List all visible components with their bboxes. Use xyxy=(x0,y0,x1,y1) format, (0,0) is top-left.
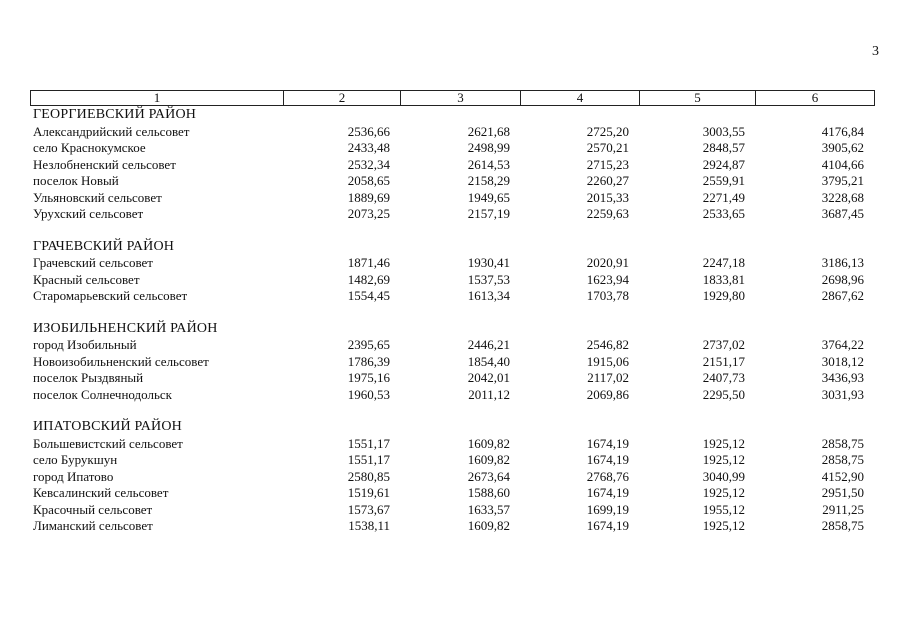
column-header-row xyxy=(31,91,875,106)
district-heading: ИПАТОВСКИЙ РАЙОН xyxy=(33,419,182,434)
value-cell-col-2: 1551,17 xyxy=(347,435,390,451)
value-cell-col-6: 2698,96 xyxy=(821,271,865,287)
value-cell-col-4: 1915,06 xyxy=(586,353,629,369)
table-row xyxy=(30,354,874,371)
settlement-name: Красный сельсовет xyxy=(33,271,140,287)
settlement-name: село Краснокумское xyxy=(33,140,146,155)
value-cell-col-5: 3040,99 xyxy=(702,468,745,484)
value-cell-col-3: 2158,29 xyxy=(467,173,510,188)
table-row xyxy=(30,337,874,354)
value-cell-col-4: 2725,20 xyxy=(586,123,629,139)
table-row xyxy=(30,272,874,289)
value-cell-col-3: 1949,65 xyxy=(467,189,510,205)
table-row xyxy=(30,157,874,174)
value-cell-col-6: 3228,68 xyxy=(821,189,865,205)
column-header-6: 6 xyxy=(756,91,875,106)
group-spacer xyxy=(30,305,874,321)
settlement-name: Лиманский сельсовет xyxy=(33,518,153,533)
table-row xyxy=(30,255,874,272)
table-row xyxy=(30,206,874,223)
value-cell-col-4: 1674,19 xyxy=(586,518,629,533)
value-cell-col-3: 2446,21 xyxy=(467,337,510,352)
value-cell-col-5: 1925,12 xyxy=(702,435,745,451)
value-cell-col-4: 2260,27 xyxy=(586,173,629,188)
value-cell-col-3: 2498,99 xyxy=(467,140,510,155)
value-cell-col-5: 2848,57 xyxy=(702,140,745,155)
value-cell-col-4: 2768,76 xyxy=(586,468,629,484)
value-cell-col-2: 1551,17 xyxy=(347,452,390,467)
value-cell-col-2: 1554,45 xyxy=(347,288,390,303)
value-cell-col-4: 2259,63 xyxy=(586,206,629,221)
value-cell-col-3: 1609,82 xyxy=(467,435,510,451)
value-cell-col-6: 3905,62 xyxy=(821,140,865,155)
value-cell-col-4: 2715,23 xyxy=(586,156,629,172)
column-header-3: 3 xyxy=(401,91,521,106)
district-heading-row xyxy=(30,239,874,256)
value-cell-col-6: 4152,90 xyxy=(821,468,865,484)
table-row xyxy=(30,124,874,141)
value-cell-col-2: 2073,25 xyxy=(347,206,390,221)
table-row xyxy=(30,190,874,207)
value-cell-col-4: 1674,19 xyxy=(586,485,629,500)
value-cell-col-3: 1854,40 xyxy=(467,353,510,369)
settlement-name: Новоизобильненский сельсовет xyxy=(33,353,209,369)
value-cell-col-5: 1929,80 xyxy=(702,288,745,303)
value-cell-col-4: 2570,21 xyxy=(586,140,629,155)
value-cell-col-6: 3031,93 xyxy=(821,386,865,402)
value-cell-col-4: 1674,19 xyxy=(586,452,629,467)
value-cell-col-5: 1925,12 xyxy=(702,518,745,533)
settlement-name: село Бурукшун xyxy=(33,452,118,467)
value-cell-col-2: 2395,65 xyxy=(347,337,390,352)
value-cell-col-6: 3764,22 xyxy=(821,337,865,352)
value-cell-col-5: 2247,18 xyxy=(702,255,745,270)
value-cell-col-2: 1871,46 xyxy=(347,255,390,270)
value-cell-col-3: 1613,34 xyxy=(467,288,510,303)
value-cell-col-6: 3186,13 xyxy=(821,255,865,270)
table-row xyxy=(30,452,874,469)
value-cell-col-3: 2621,68 xyxy=(467,123,510,139)
table-row xyxy=(30,173,874,190)
value-cell-col-6: 2858,75 xyxy=(821,435,865,451)
value-cell-col-2: 1975,16 xyxy=(347,370,390,385)
district-heading: ГЕОРГИЕВСКИЙ РАЙОН xyxy=(33,107,197,122)
value-cell-col-6: 3795,21 xyxy=(821,173,865,188)
tariff-table-body xyxy=(30,107,874,535)
district-heading: ИЗОБИЛЬНЕНСКИЙ РАЙОН xyxy=(33,320,218,336)
table-row xyxy=(30,485,874,502)
value-cell-col-2: 1960,53 xyxy=(347,386,390,402)
value-cell-col-5: 1925,12 xyxy=(702,452,745,467)
value-cell-col-5: 3003,55 xyxy=(702,123,745,139)
value-cell-col-3: 1588,60 xyxy=(467,485,510,500)
value-cell-col-4: 1703,78 xyxy=(586,288,629,303)
value-cell-col-3: 1930,41 xyxy=(467,255,510,270)
value-cell-col-2: 1538,11 xyxy=(348,518,390,533)
value-cell-col-5: 2737,02 xyxy=(702,337,745,352)
value-cell-col-6: 3018,12 xyxy=(821,353,865,369)
value-cell-col-4: 2020,91 xyxy=(586,255,629,270)
district-heading-row xyxy=(30,419,874,436)
value-cell-col-4: 2069,86 xyxy=(586,386,629,402)
page-number: 3 xyxy=(872,44,879,59)
value-cell-col-6: 2951,50 xyxy=(821,485,865,500)
group-spacer xyxy=(30,223,874,239)
value-cell-col-2: 2058,65 xyxy=(347,173,390,188)
value-cell-col-2: 1573,67 xyxy=(347,501,390,517)
value-cell-col-3: 1609,82 xyxy=(467,452,510,467)
value-cell-col-4: 2546,82 xyxy=(586,337,629,352)
column-header-2: 2 xyxy=(284,91,401,106)
value-cell-col-2: 1889,69 xyxy=(347,189,390,205)
column-header-4: 4 xyxy=(521,91,640,106)
value-cell-col-5: 2533,65 xyxy=(702,206,745,221)
value-cell-col-4: 2015,33 xyxy=(586,189,629,205)
value-cell-col-6: 3687,45 xyxy=(821,206,865,221)
value-cell-col-5: 1833,81 xyxy=(702,271,745,287)
value-cell-col-6: 4176,84 xyxy=(821,123,865,139)
value-cell-col-4: 2117,02 xyxy=(587,370,629,385)
district-heading: ГРАЧЕВСКИЙ РАЙОН xyxy=(33,238,175,254)
value-cell-col-5: 2271,49 xyxy=(702,189,745,205)
settlement-name: Александрийский сельсовет xyxy=(33,123,190,139)
value-cell-col-5: 1955,12 xyxy=(702,501,745,517)
settlement-name: город Ипатово xyxy=(33,468,114,484)
value-cell-col-3: 2673,64 xyxy=(467,468,510,484)
table-row xyxy=(30,140,874,157)
value-cell-col-2: 2536,66 xyxy=(347,123,390,139)
value-cell-col-5: 1925,12 xyxy=(702,485,745,500)
settlement-name: Большевистский сельсовет xyxy=(33,435,183,451)
value-cell-col-2: 2532,34 xyxy=(347,156,390,172)
settlement-name: Старомарьевский сельсовет xyxy=(33,288,188,303)
settlement-name: поселок Новый xyxy=(33,173,119,188)
value-cell-col-5: 2151,17 xyxy=(702,353,745,369)
value-cell-col-4: 1623,94 xyxy=(586,271,629,287)
table-row xyxy=(30,518,874,535)
value-cell-col-6: 3436,93 xyxy=(821,370,865,385)
spacer-cell xyxy=(30,305,874,321)
table-row xyxy=(30,387,874,404)
value-cell-col-4: 1699,19 xyxy=(586,501,629,517)
settlement-name: Незлобненский сельсовет xyxy=(33,156,176,172)
table-row xyxy=(30,436,874,453)
settlement-name: поселок Солнечнодольск xyxy=(33,386,172,402)
value-cell-col-6: 2867,62 xyxy=(821,288,865,303)
value-cell-col-4: 1674,19 xyxy=(586,435,629,451)
value-cell-col-3: 2042,01 xyxy=(467,370,510,385)
table-row xyxy=(30,469,874,486)
table-row xyxy=(30,370,874,387)
value-cell-col-2: 1482,69 xyxy=(347,271,390,287)
column-header-table xyxy=(30,90,875,106)
column-header-1: 1 xyxy=(31,91,284,106)
spacer-cell xyxy=(30,223,874,239)
value-cell-col-3: 1609,82 xyxy=(467,518,510,533)
value-cell-col-6: 2911,25 xyxy=(822,501,865,517)
column-header-5: 5 xyxy=(640,91,756,106)
settlement-name: Кевсалинский сельсовет xyxy=(33,485,169,500)
value-cell-col-5: 2407,73 xyxy=(702,370,745,385)
value-cell-col-2: 1519,61 xyxy=(347,485,390,500)
value-cell-col-5: 2295,50 xyxy=(702,386,745,402)
settlement-name: Грачевский сельсовет xyxy=(33,255,153,270)
value-cell-col-3: 2157,19 xyxy=(467,206,510,221)
value-cell-col-3: 1537,53 xyxy=(467,271,510,287)
value-cell-col-3: 2011,12 xyxy=(468,386,510,402)
settlement-name: город Изобильный xyxy=(33,337,137,352)
settlement-name: Красочный сельсовет xyxy=(33,501,153,517)
settlement-name: Урухский сельсовет xyxy=(33,206,144,221)
value-cell-col-2: 1786,39 xyxy=(347,353,390,369)
value-cell-col-3: 1633,57 xyxy=(467,501,510,517)
value-cell-col-2: 2580,85 xyxy=(347,468,390,484)
value-cell-col-6: 2858,75 xyxy=(821,518,865,533)
spacer-cell xyxy=(30,403,874,419)
settlement-name: поселок Рыздвяный xyxy=(33,370,144,385)
district-heading-row xyxy=(30,107,874,124)
table-row xyxy=(30,288,874,305)
group-spacer xyxy=(30,403,874,419)
district-heading-row xyxy=(30,321,874,338)
value-cell-col-2: 2433,48 xyxy=(347,140,390,155)
value-cell-col-6: 2858,75 xyxy=(821,452,865,467)
value-cell-col-6: 4104,66 xyxy=(821,156,865,172)
table-row xyxy=(30,502,874,519)
value-cell-col-5: 2924,87 xyxy=(702,156,745,172)
tariff-table xyxy=(30,107,874,535)
settlement-name: Ульяновский сельсовет xyxy=(33,189,162,205)
value-cell-col-5: 2559,91 xyxy=(702,173,745,188)
value-cell-col-3: 2614,53 xyxy=(467,156,510,172)
